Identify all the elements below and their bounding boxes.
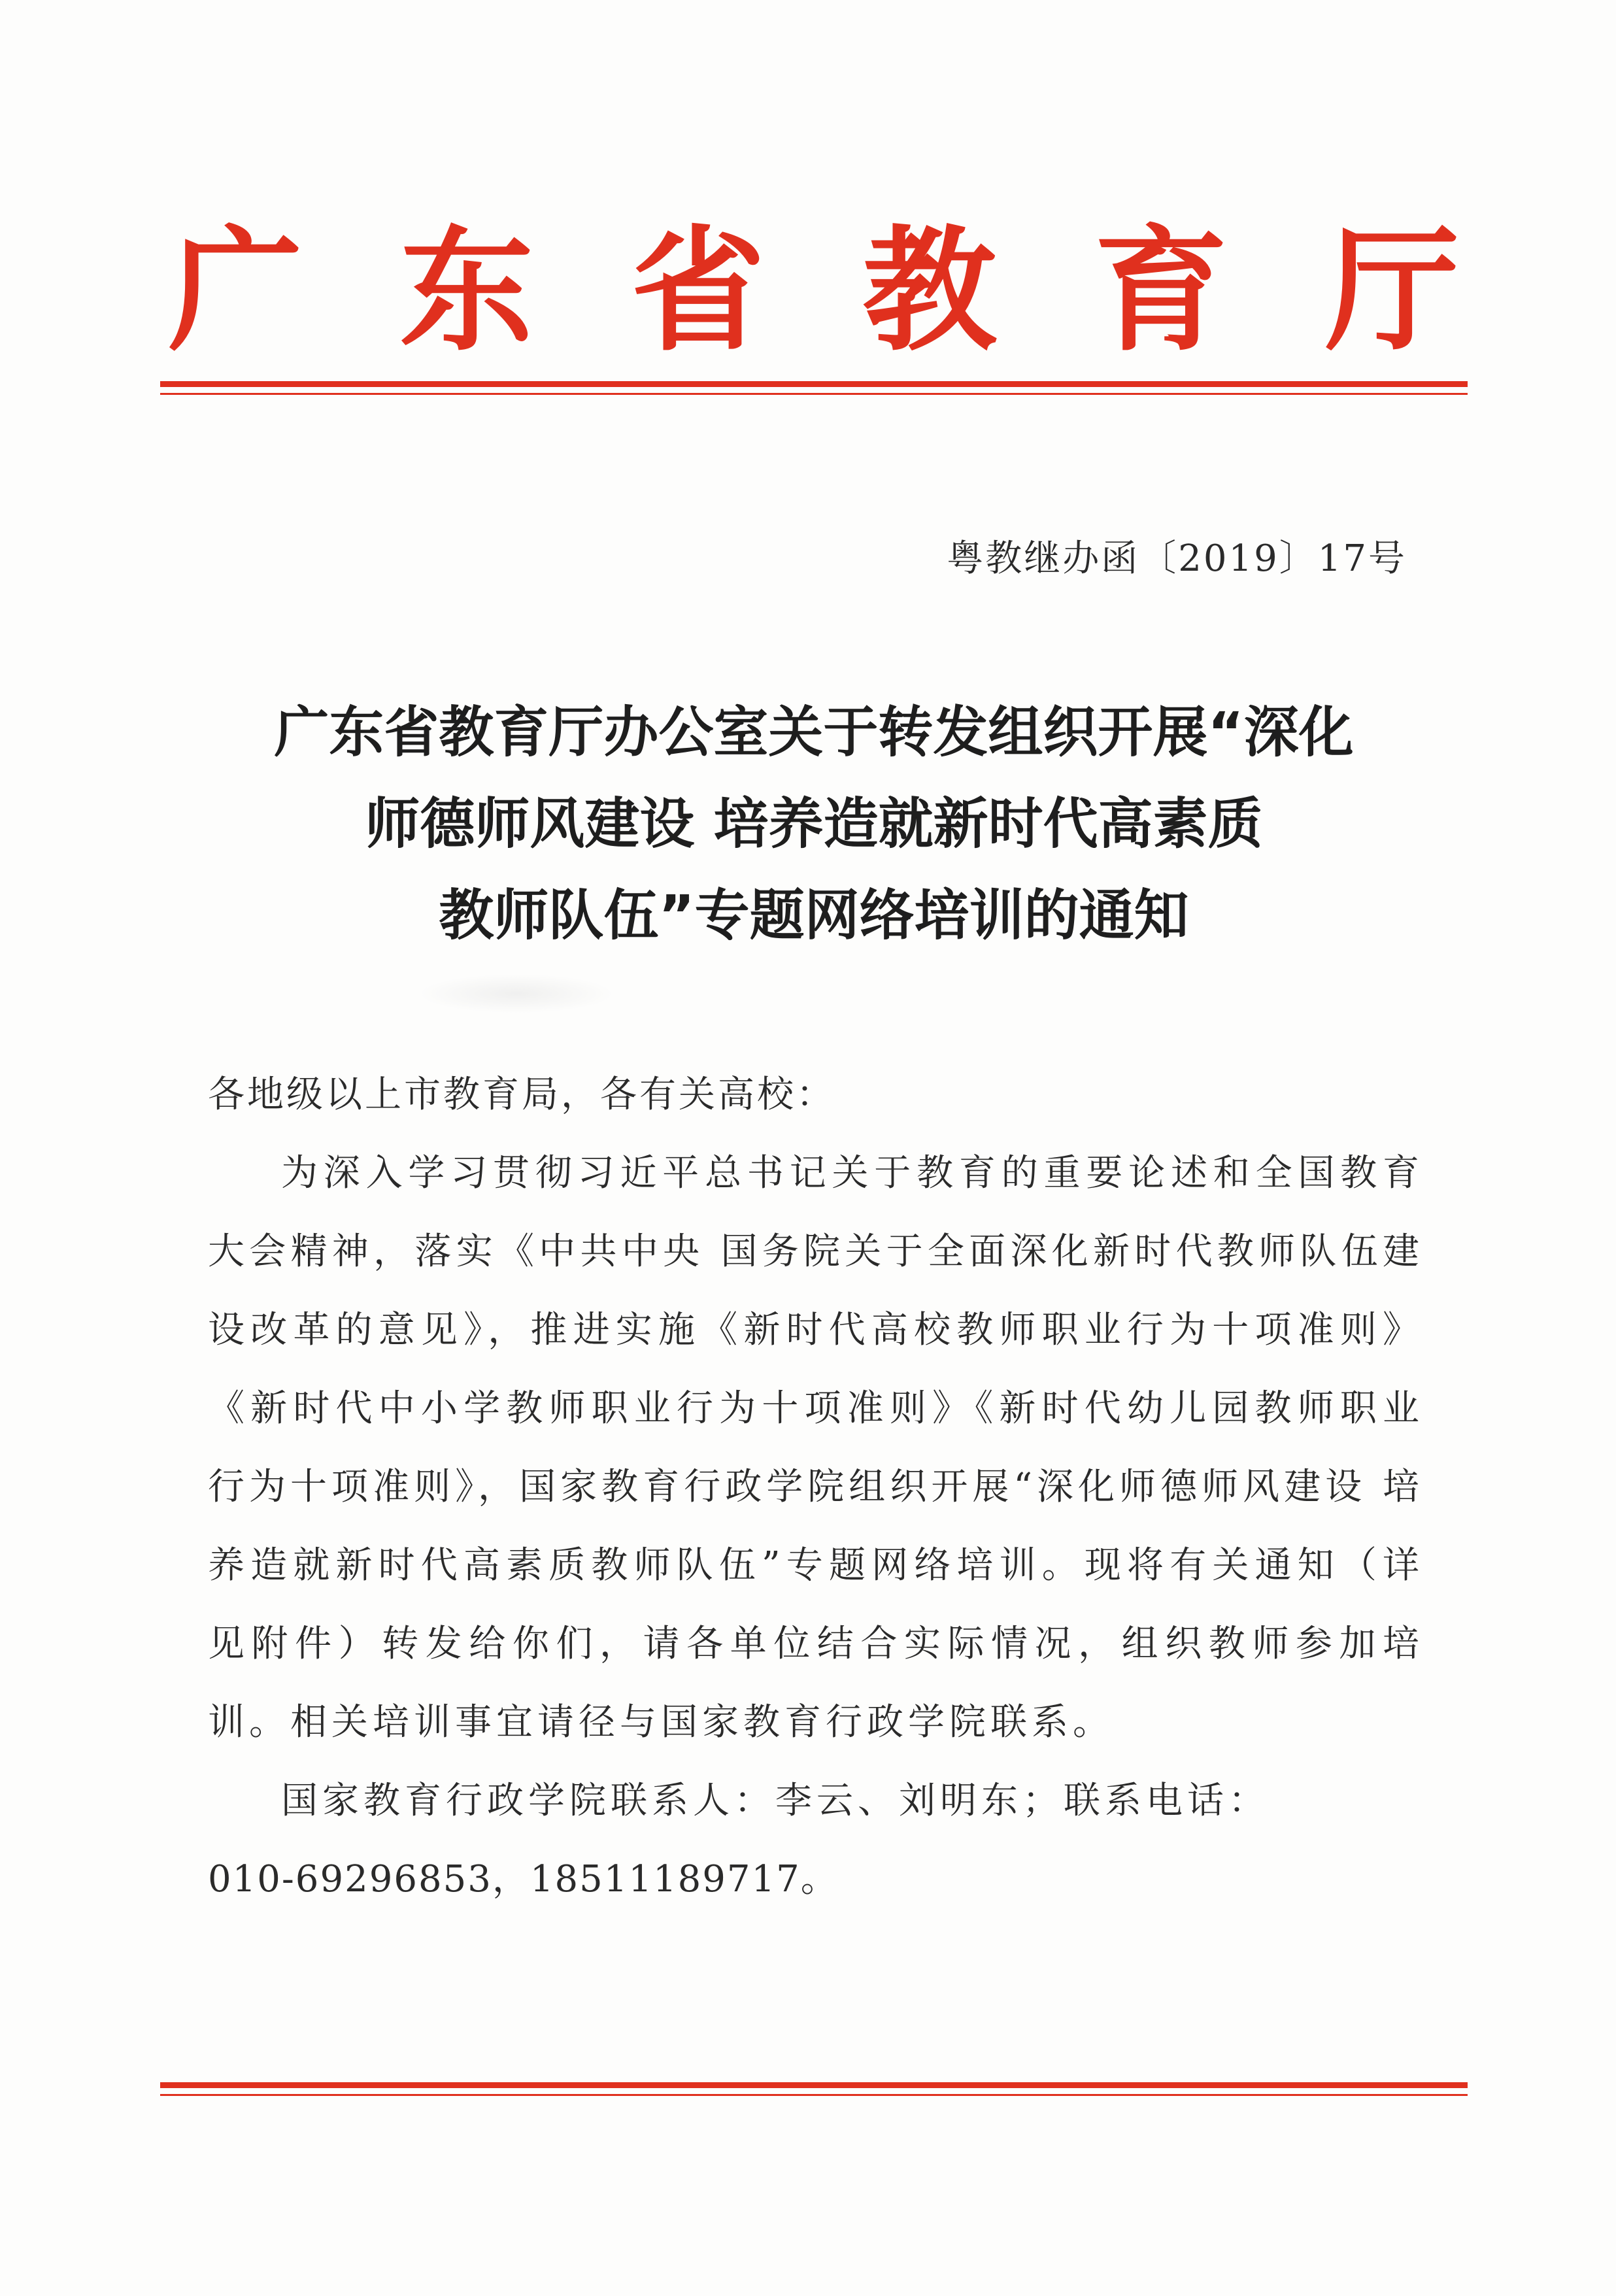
body-paragraph: 为深入学习贯彻习近平总书记关于教育的重要论述和全国教育大会精神，落实《中共中央 国务院关于全面深化新时代教师队伍建设改革的意见》，推进实施《新时代高校教师职业行为十项准则》《新时代中小学教师职业行为十项准则》《新时代幼儿园教师职业行为十项准则》，国家教育行政学院组织开展“深化师德师风建设 培养造就新时代高素质教师队伍”专题网络培训。现将有关通知（详见附件）转发给你们，请各单位结合实际情况，组织教师参加培训。相关培训事宜请径与国家教育行政学院联系。 [208, 1152, 1424, 1744]
scan-smudge [418, 974, 614, 1013]
contact-phones: 010-69296853，18511189717。 [208, 1858, 839, 1900]
contact-line: 国家教育行政学院联系人：李云、刘明东；联系电话： [281, 1780, 1270, 1822]
letterhead-char: 广 [168, 212, 303, 369]
letterhead-char: 东 [399, 212, 534, 369]
document-number: 粤教继办函〔2019〕17号 [947, 537, 1407, 580]
document-body [208, 1056, 1424, 1919]
footer-divider-thick [160, 2082, 1468, 2088]
header-divider-thin [160, 393, 1468, 395]
title-line-1: 广东省教育厅办公室关于转发组织开展“深化 [274, 700, 1354, 764]
letterhead-char: 厅 [1325, 212, 1460, 369]
letterhead-char: 育 [1094, 212, 1228, 369]
letterhead-char: 省 [631, 212, 766, 369]
letterhead [160, 212, 1468, 369]
header-divider-thick [160, 381, 1468, 387]
footer-divider-thin [160, 2094, 1468, 2096]
salutation: 各地级以上市教育局，各有关高校： [208, 1073, 835, 1116]
letterhead-char: 教 [862, 212, 997, 369]
document-title [160, 686, 1468, 961]
title-line-2: 师德师风建设 培养造就新时代高素质 [365, 792, 1263, 856]
title-line-3: 教师队伍”专题网络培训的通知 [439, 883, 1189, 947]
